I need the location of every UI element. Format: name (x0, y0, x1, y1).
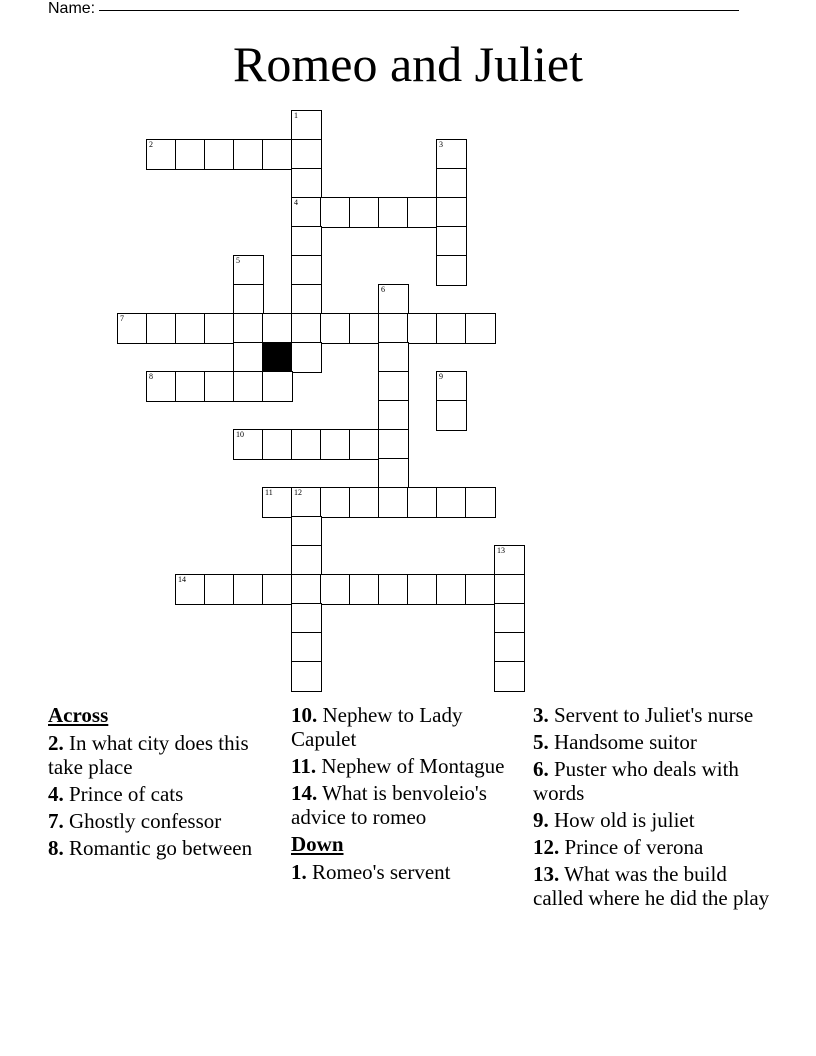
grid-cell[interactable] (262, 139, 293, 170)
clue-number: 4 (294, 198, 298, 207)
grid-cell[interactable] (204, 371, 235, 402)
grid-cell[interactable] (291, 342, 322, 373)
clue-down-6: 6. Puster who deals with words (533, 757, 739, 805)
grid-cell[interactable] (407, 313, 438, 344)
clue-number: 2 (149, 140, 153, 149)
grid-cell[interactable] (233, 574, 264, 605)
page-title: Romeo and Juliet (233, 36, 583, 92)
down-heading: Down (291, 832, 344, 856)
clue-number: 7 (120, 314, 124, 323)
grid-cell[interactable] (146, 313, 177, 344)
grid-cell[interactable] (291, 139, 322, 170)
clue-across-14: 14. What is benvoleio's advice to romeo (291, 781, 487, 829)
grid-cell[interactable] (291, 110, 322, 141)
grid-cell[interactable] (378, 342, 409, 373)
grid-cell[interactable] (407, 574, 438, 605)
clue-across-8: 8. Romantic go between (48, 836, 253, 860)
grid-cell[interactable] (494, 545, 525, 576)
clue-down-9: 9. How old is juliet (533, 808, 695, 832)
grid-cell[interactable] (175, 574, 206, 605)
grid-cell[interactable] (233, 371, 264, 402)
grid-cell[interactable] (262, 574, 293, 605)
grid-cell[interactable] (378, 371, 409, 402)
grid-cell[interactable] (291, 284, 322, 315)
grid-cell[interactable] (349, 487, 380, 518)
grid-cell[interactable] (436, 139, 467, 170)
grid-cell[interactable] (378, 313, 409, 344)
grid-cell[interactable] (233, 139, 264, 170)
grid-cell[interactable] (262, 371, 293, 402)
grid-cell[interactable] (233, 284, 264, 315)
grid-cell[interactable] (291, 574, 322, 605)
grid-cell[interactable] (378, 400, 409, 431)
grid-cell-black (262, 342, 293, 373)
clue-number: 1 (294, 111, 298, 120)
grid-cell[interactable] (436, 574, 467, 605)
grid-cell[interactable] (291, 168, 322, 199)
clues-column-2 (291, 703, 531, 887)
grid-cell[interactable] (378, 574, 409, 605)
clue-number: 9 (439, 372, 443, 381)
grid-cell[interactable] (465, 313, 496, 344)
grid-cell[interactable] (204, 139, 235, 170)
grid-cell[interactable] (146, 371, 177, 402)
grid-cell[interactable] (291, 429, 322, 460)
clue-number: 10 (236, 430, 244, 439)
grid-cell[interactable] (291, 226, 322, 257)
grid-cell[interactable] (175, 371, 206, 402)
grid-cell[interactable] (494, 574, 525, 605)
grid-cell[interactable] (378, 458, 409, 489)
grid-cell[interactable] (378, 197, 409, 228)
clue-across-7: 7. Ghostly confessor (48, 809, 222, 833)
grid-cell[interactable] (436, 400, 467, 431)
clue-number: 12 (294, 488, 302, 497)
grid-cell[interactable] (204, 574, 235, 605)
grid-cell[interactable] (378, 284, 409, 315)
grid-cell[interactable] (320, 487, 351, 518)
clue-down-5: 5. Handsome suitor (533, 730, 697, 754)
grid-cell[interactable] (320, 197, 351, 228)
grid-cell[interactable] (378, 487, 409, 518)
clue-down-13: 13. What was the build called where he did the play (533, 862, 770, 910)
grid-cell[interactable] (436, 371, 467, 402)
grid-cell[interactable] (436, 487, 467, 518)
grid-cell[interactable] (436, 313, 467, 344)
grid-cell[interactable] (407, 487, 438, 518)
grid-cell[interactable] (320, 429, 351, 460)
grid-cell[interactable] (349, 313, 380, 344)
grid-cell[interactable] (175, 139, 206, 170)
grid-cell[interactable] (175, 313, 206, 344)
grid-cell[interactable] (494, 661, 525, 692)
across-heading: Across (48, 703, 109, 727)
clue-down-12: 12. Prince of verona (533, 835, 704, 859)
name-label: Name: (48, 0, 96, 17)
grid-cell[interactable] (291, 487, 322, 518)
grid-cell[interactable] (146, 139, 177, 170)
clue-number: 5 (236, 256, 240, 265)
clues-column-3 (533, 703, 773, 913)
grid-cell[interactable] (117, 313, 148, 344)
grid-cell[interactable] (204, 313, 235, 344)
grid-cell[interactable] (291, 661, 322, 692)
grid-cell[interactable] (436, 168, 467, 199)
grid-cell[interactable] (291, 545, 322, 576)
grid-cell[interactable] (436, 197, 467, 228)
clue-across-4: 4. Prince of cats (48, 782, 184, 806)
grid-cell[interactable] (291, 632, 322, 663)
clue-number: 6 (381, 285, 385, 294)
grid-cell[interactable] (436, 255, 467, 286)
clue-across-11: 11. Nephew of Montague (291, 754, 505, 778)
grid-cell[interactable] (233, 313, 264, 344)
grid-cell[interactable] (291, 313, 322, 344)
grid-cell[interactable] (378, 429, 409, 460)
grid-cell[interactable] (262, 313, 293, 344)
grid-cell[interactable] (436, 226, 467, 257)
grid-cell[interactable] (233, 255, 264, 286)
grid-cell[interactable] (494, 603, 525, 634)
grid-cell[interactable] (233, 342, 264, 373)
grid-cell[interactable] (349, 429, 380, 460)
grid-cell[interactable] (291, 516, 322, 547)
grid-cell[interactable] (407, 197, 438, 228)
grid-cell[interactable] (262, 429, 293, 460)
clue-number: 8 (149, 372, 153, 381)
grid-cell[interactable] (233, 429, 264, 460)
grid-cell[interactable] (494, 632, 525, 663)
clue-down-3: 3. Servent to Juliet's nurse (533, 703, 754, 727)
clues-column-1 (48, 703, 288, 863)
grid-cell[interactable] (320, 313, 351, 344)
grid-cell[interactable] (291, 197, 322, 228)
grid-cell[interactable] (349, 574, 380, 605)
clue-across-10: 10. Nephew to Lady Capulet (291, 703, 463, 751)
grid-cell[interactable] (291, 603, 322, 634)
clue-down-1: 1. Romeo's servent (291, 860, 451, 884)
clue-number: 14 (178, 575, 186, 584)
grid-cell[interactable] (320, 574, 351, 605)
grid-cell[interactable] (349, 197, 380, 228)
clue-number: 13 (497, 546, 505, 555)
grid-cell[interactable] (465, 574, 496, 605)
clue-across-2: 2. In what city does this take place (48, 731, 249, 779)
clue-number: 3 (439, 140, 443, 149)
grid-cell[interactable] (262, 487, 293, 518)
grid-cell[interactable] (291, 255, 322, 286)
grid-cell[interactable] (465, 487, 496, 518)
clue-number: 11 (265, 488, 273, 497)
